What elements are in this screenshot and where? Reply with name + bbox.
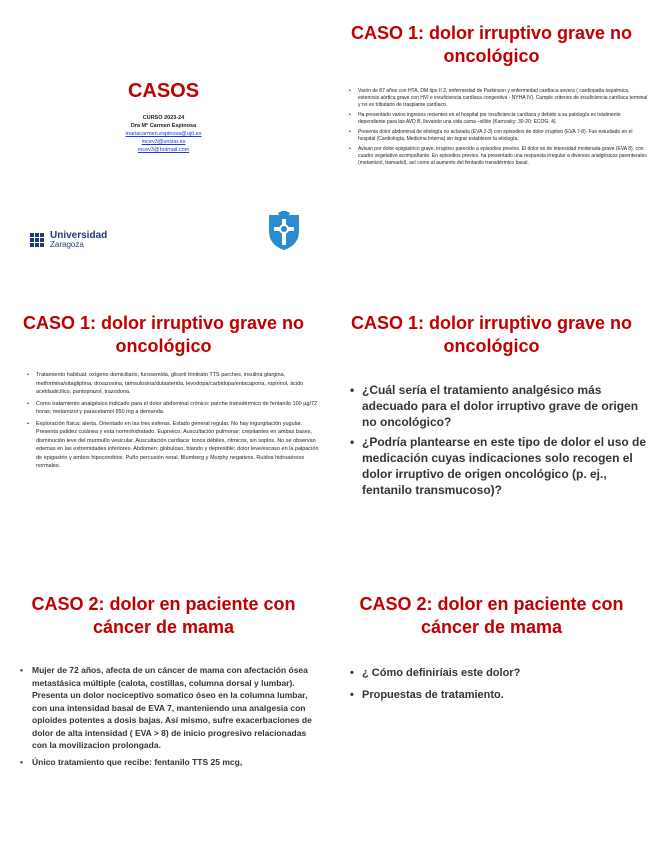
list-item: • Presenta dolor abdominal de etiología no aclarada (EVA 2-3) con episodios de dolor irruptivo (EVA 7-8). Fue estudiado en el hospital (Cardiología, Medicina Interna) sin lograr establecer la etiología. — [358, 129, 648, 143]
questions-list — [348, 382, 652, 502]
university-mark-icon — [30, 233, 45, 247]
college-crest-icon — [266, 211, 302, 251]
university-logo — [30, 231, 107, 249]
email-link[interactable]: mariacarmen.espinosa@ujd.es — [125, 131, 202, 137]
list-item: • ¿ Cómo definiríais este dolor? — [362, 664, 652, 682]
list-item: • Tratamiento habitual: oxígeno domiciliario, furosemida, gliceril trinitrato TTS parches, insulina glargina, metformina/sitagliptina, doxazosina, tamsulosina/dutasterida, levodopa/carbidopa/entacapona, ropirinol, ácido acetilsalicílico, pantoprazol, trazodona. — [36, 371, 322, 397]
course-label: CURSO 2023-24 — [142, 115, 185, 121]
slide-title: CASO 2: dolor en paciente con cáncer de mama — [31, 594, 296, 637]
questions-list — [348, 664, 652, 708]
slide-4-case-1-questions — [328, 283, 655, 565]
email-link[interactable]: mcev3@unizar.es — [141, 139, 186, 145]
list-item: • ¿Cuál sería el tratamiento analgésico más adecuado para el dolor irruptivo grave de origen no oncológico? — [362, 382, 652, 430]
list-item: • Exploración física: alerta. Orientado en las tres esferas. Estado general regular. No hay ingurgitación yugular. Presenta palidez cutánea y esta normohidratado. Eupneico. Auscultación pulmonar: crepitantes en ambas bases, disminución leve del murmullo vesicular. Auscultación cardiaca: tonos débiles, rítmicos, sin soplos. No se observan edemas en las extremidades inferiores. Abdomen: globuloso, blando y depresible; dolor leve/escaso en la palpación de epigastrio y ambos hipocondrios. Puño percusión renal. Blumberg y Murphy negativos. Ruidos hidroaéreos normales. — [36, 420, 322, 471]
slide-5-case-2 — [0, 566, 327, 848]
list-item: • Propuestas de tratamiento. — [362, 686, 652, 704]
email-link[interactable]: mcev3@hotmail.com — [137, 147, 190, 153]
slide-1-cover — [0, 0, 327, 282]
university-logo-city: Zaragoza — [50, 240, 84, 249]
list-item: • Único tratamiento que recibe: fentanilo TTS 25 mcg, — [32, 756, 318, 769]
list-item: • Varón de 87 años con HTA, DM tipo II 2, enfermedad de Parkinson y enfermedad cardíaca severa ( cardiopatía isquémica, estenosis aórtica grave con HVI e insuficiencia cardíaca congestiva - NYHA IV). Cumple criterios de insuficiencia cardíaca terminal y no es tributario de trasplante cardíaco. — [358, 88, 648, 109]
slide-6-case-2-questions — [328, 566, 655, 848]
list-item: • Mujer de 72 años, afecta de un cáncer de mama con afectación ósea metastásica múltiple (calota, costillas, columna dorsal y lumbar). Presenta un dolor nociceptivo somatico óseo en la columna lumbar, con una intensidad basal de EVA 7, manteniendo una analgesia con opioides potentes a dosis bajas. Así mismo, sufre exacerbaciones de dolor de alta intensidad ( EVA > 8) de inicio progresivo relacionadas con la movilizacion prolongada. — [32, 664, 318, 752]
list-item: • Ha presentado varios ingresos recientes en el hospital por insuficiencia cardíaca y debido a su patología es totalmente dependiente para las AVD B, llevando una vida cama –sillón (Karnosky: 30-20; ECOG: 4). — [358, 112, 648, 126]
slide-3-case-1-treatment — [0, 283, 327, 565]
case-description-list — [346, 88, 648, 170]
author-name: Dra Mª Carmen Espinosa — [130, 123, 197, 129]
list-item: • Avisan por dolor epigástrico grave, irruptivo parecido a episodios previos. El dolor es de intensidad moderada-grave (EVA 8), con cuadro vegetativo acompañante. En episodios previos, ha presentado una respuesta irregular a diversos analgésicos parenterales (metamizol, tramadol), así como al aumento del fentanilo transdérmico basal. — [358, 146, 648, 167]
list-item: • ¿Podría plantearse en este tipo de dolor el uso de medicación cuyas indicaciones solo recogen el dolor irruptivo de origen oncológico (p. ej., fentanilo transmucoso)? — [362, 434, 652, 498]
treatment-list — [24, 371, 322, 474]
cover-details — [0, 114, 327, 154]
slide-title: CASO 1: dolor irruptivo grave no oncológico — [350, 313, 633, 356]
case-description-list — [18, 664, 318, 772]
slide-2-case-1 — [328, 0, 655, 282]
slide-title: CASO 1: dolor irruptivo grave no oncológico — [350, 23, 633, 66]
slide-title: CASO 1: dolor irruptivo grave no oncológico — [22, 313, 305, 356]
list-item: • Como tratamiento analgésico indicado para el dolor abdominal crónico: parche transdérmico de fentanilo 100 µg/72 horas; metamizol y paracetamol 650 mg a demanda. — [36, 400, 322, 417]
slide-title: CASO 2: dolor en paciente con cáncer de mama — [359, 594, 624, 637]
university-logo-name: Universidad — [50, 230, 108, 241]
cover-title: CASOS — [127, 80, 200, 102]
